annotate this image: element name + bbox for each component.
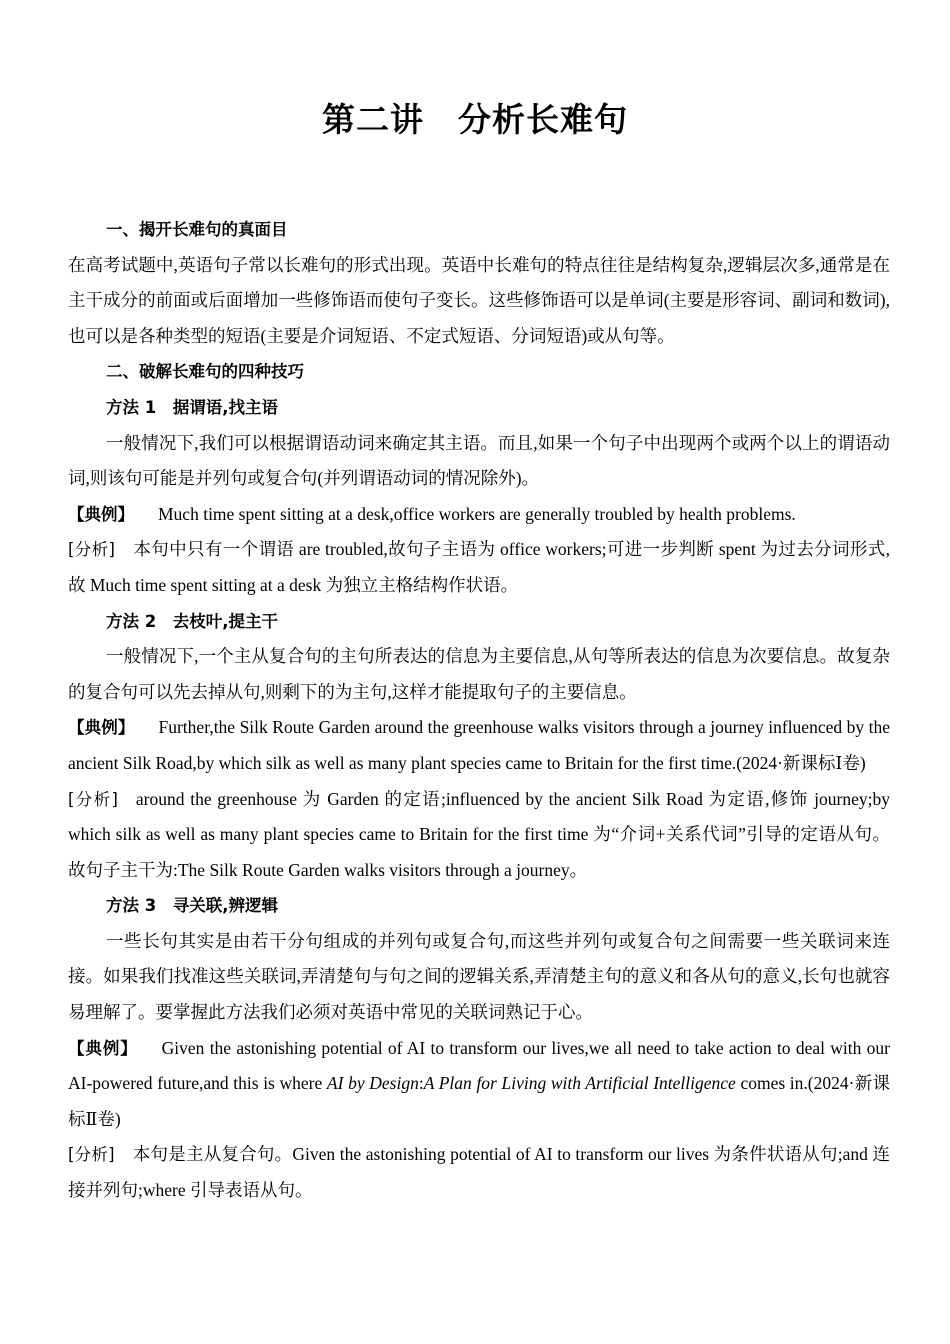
example-source: (2024·新课标Ⅰ卷)	[736, 752, 866, 773]
example-label: 【典例】	[68, 504, 134, 524]
example-book-title: AI by Design	[326, 1073, 419, 1094]
analysis-label: [分析]	[68, 540, 115, 560]
example-colon: :	[418, 1073, 424, 1094]
method-2-example	[68, 710, 890, 781]
example-text: Further,the Silk Route Garden around the greenhouse walks visitors through a journey influenced by the ancient Silk Road,by which silk as well as many plant species came to Britain for the first time.	[68, 717, 890, 773]
method-1-analysis	[68, 532, 890, 603]
example-text-end: comes in.	[735, 1073, 808, 1094]
example-label: 【典例】	[68, 1038, 138, 1058]
method-3-analysis	[68, 1137, 890, 1208]
method-2-heading: 方法 2 去枝叶,提主干	[106, 611, 278, 631]
analysis-text: 本句是主从复合句。Given the astonishing potential of AI to transform our lives 为条件状语从句;and 连接并列句;where 引导表语从句。	[68, 1144, 891, 1201]
example-source: (2024·新课标Ⅱ卷)	[68, 1073, 890, 1129]
method-1-body: 一般情况下,我们可以根据谓语动词来确定其主语。而且,如果一个句子中出现两个或两个以上的谓语动词,则该句可能是并列句或复合句(并列谓语动词的情况除外)。	[68, 432, 890, 489]
method-3-example	[68, 1031, 890, 1138]
section-1-body: 在高考试题中,英语句子常以长难句的形式出现。英语中长难句的特点往往是结构复杂,逻辑层次多,通常是在主干成分的前面或后面增加一些修饰语而使句子变长。这些修饰语可以是单词(主要是形容词、副词和数词),也可以是各种类型的短语(主要是介词短语、不定式短语、分词短语)或从句等。	[68, 254, 890, 346]
method-2-body: 一般情况下,一个主从复合句的主句所表达的信息为主要信息,从句等所表达的信息为次要信息。故复杂的复合句可以先去掉从句,则剩下的为主句,这样才能提取句子的主要信息。	[68, 646, 890, 702]
analysis-text: 本句中只有一个谓语 are troubled,故句子主语为 office workers;可进一步判断 spent 为过去分词形式,故 Much time spent sitting at a desk 为独立主格结构作状语。	[68, 539, 890, 595]
example-book-subtitle: A Plan for Living with Artificial Intelligence	[423, 1073, 736, 1094]
analysis-label: [分析]	[68, 789, 118, 809]
example-text: Much time spent sitting at a desk,office workers are generally troubled by health problems.	[158, 503, 796, 524]
analysis-label: [分析]	[68, 1145, 115, 1165]
section-heading-2: 二、破解长难句的四种技巧	[106, 362, 304, 382]
analysis-text: around the greenhouse 为 Garden 的定语;influenced by the ancient Silk Road 为定语,修饰 journey;by which silk as well as many plant species came to Britain for the first time 为“介词+关系代词”引导的定语从句。故句子主干为:The Silk Route Garden walks visitors through a journey。	[68, 788, 890, 880]
method-1-example	[68, 497, 890, 533]
method-3-body: 一些长句其实是由若干分句组成的并列句或复合句,而这些并列句或复合句之间需要一些关联词来连接。如果我们找准这些关联词,弄清楚句与句之间的逻辑关系,弄清楚主句的意义和各从句的意义,长句也就容易理解了。要掌握此方法我们必须对英语中常见的关联词熟记于心。	[68, 930, 890, 1023]
example-label: 【典例】	[68, 718, 135, 738]
document-body	[68, 212, 890, 1209]
method-2-analysis	[68, 782, 890, 889]
example-text: Given the astonishing potential of AI to transform our lives,we all need to take action to deal with our AI-powered future,and this is where	[68, 1037, 890, 1094]
method-3-heading: 方法 3 寻关联,辨逻辑	[106, 896, 278, 916]
method-1-heading: 方法 1 据谓语,找主语	[106, 397, 278, 417]
section-heading-1: 一、揭开长难句的真面目	[106, 220, 288, 239]
page-title: 第二讲 分析长难句	[322, 100, 628, 139]
